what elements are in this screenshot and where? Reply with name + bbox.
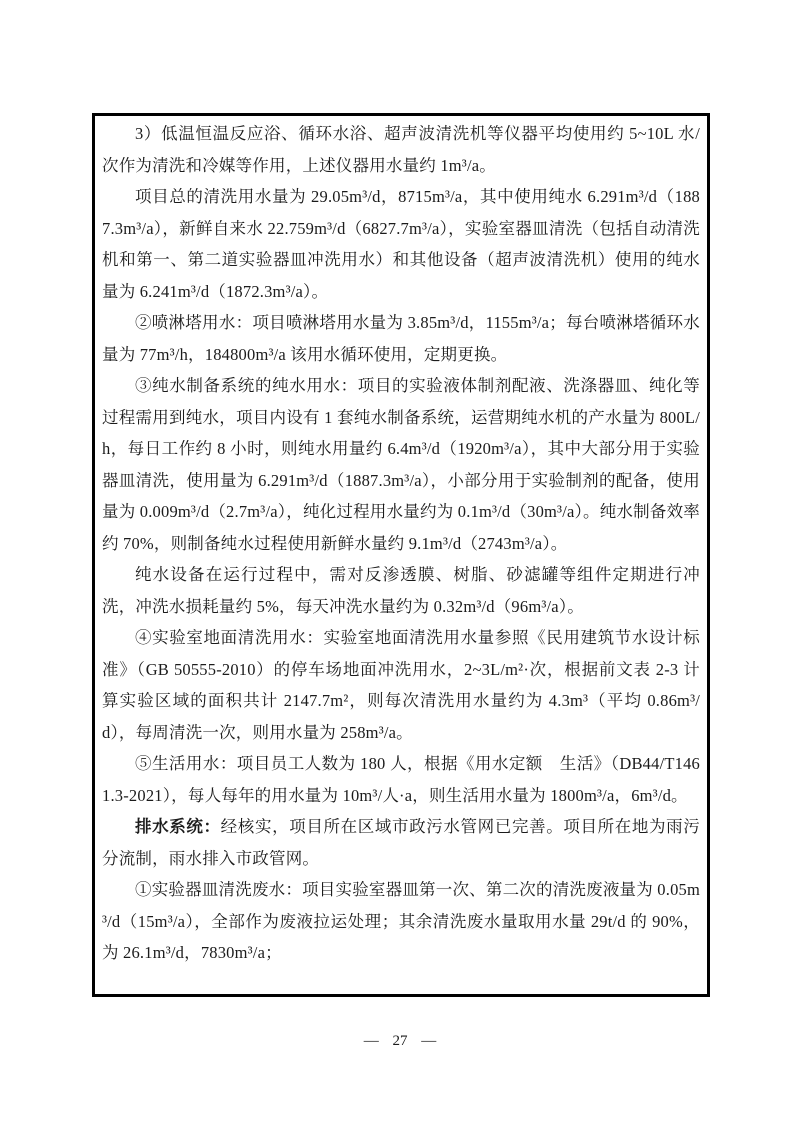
paragraph-pure-water-system: ③纯水制备系统的纯水用水：项目的实验液体制剂配液、洗涤器皿、纯化等过程需用到纯水，项目内设有 1 套纯水制备系统，运营期纯水机的产水量为 800L/h，每日工作约 8 小时，则纯水用量约 6.4m³/d（1920m³/a），其中大部分用于实验器皿清洗，使用量为 6.291m³/d（1887.3m³/a），小部分用于实验制剂的配备，使用量为 0.009m³/d（2.7m³/a），纯化过程用水量约为 0.1m³/d（30m³/a）。纯水制备效率约 70%，则制备纯水过程使用新鲜水量约 9.1m³/d（2743m³/a）。 <box>102 376 700 553</box>
paragraph-domestic-water: ⑤生活用水：项目员工人数为 180 人，根据《用水定额 生活》（DB44/T1461.3-2021），每人每年的用水量为 10m³/人·a，则生活用水量为 1800m³/a，6m³/d。 <box>102 754 700 805</box>
paragraph-drainage-system <box>102 811 700 874</box>
drainage-system-text: 经核实，项目所在区域市政污水管网已完善。项目所在地为雨污分流制，雨水排入市政管网。 <box>102 817 700 868</box>
paragraph-spray-tower-water: ②喷淋塔用水：项目喷淋塔用水量为 3.85m³/d，1155m³/a；每台喷淋塔循环水量为 77m³/h，184800m³/a 该用水循环使用，定期更换。 <box>102 313 700 364</box>
paragraph-total-cleaning-water: 项目总的清洗用水量为 29.05m³/d，8715m³/a，其中使用纯水 6.291m³/d（1887.3m³/a），新鲜自来水 22.759m³/d（6827.7m³/a），实验室器皿清洗（包括自动清洗机和第一、第二道实验器皿冲洗用水）和其他设备（超声波清洗机）使用的纯水量为 6.241m³/d（1872.3m³/a）。 <box>102 187 700 301</box>
paragraph-instrument-water: 3）低温恒温反应浴、循环水浴、超声波清洗机等仪器平均使用约 5~10L 水/次作为清洗和冷媒等作用，上述仪器用水量约 1m³/a。 <box>102 124 700 175</box>
paragraph-floor-cleaning-water: ④实验室地面清洗用水：实验室地面清洗用水量参照《民用建筑节水设计标准》（GB 50555-2010）的停车场地面冲洗用水，2~3L/m²·次，根据前文表 2-3 计算实验区域的面积共计 2147.7m²，则每次清洗用水量约为 4.3m³（平均 0.86m³/d），每周清洗一次，则用水量为 258m³/a。 <box>102 628 700 742</box>
document-text-block <box>92 113 710 997</box>
paragraph-pure-water-flushing: 纯水设备在运行过程中，需对反渗透膜、树脂、砂滤罐等组件定期进行冲洗，冲洗水损耗量约 5%，每天冲洗水量约为 0.32m³/d（96m³/a）。 <box>102 565 700 616</box>
page-number: — 27 — <box>363 1033 437 1049</box>
drainage-system-bold-label: 排水系统： <box>135 817 221 836</box>
paragraph-glassware-wastewater: ①实验器皿清洗废水：项目实验室器皿第一次、第二次的清洗废液量为 0.05m³/d（15m³/a），全部作为废液拉运处理；其余清洗废水量取用水量 29t/d 的 90%，为 26.1m³/d，7830m³/a； <box>102 880 700 962</box>
